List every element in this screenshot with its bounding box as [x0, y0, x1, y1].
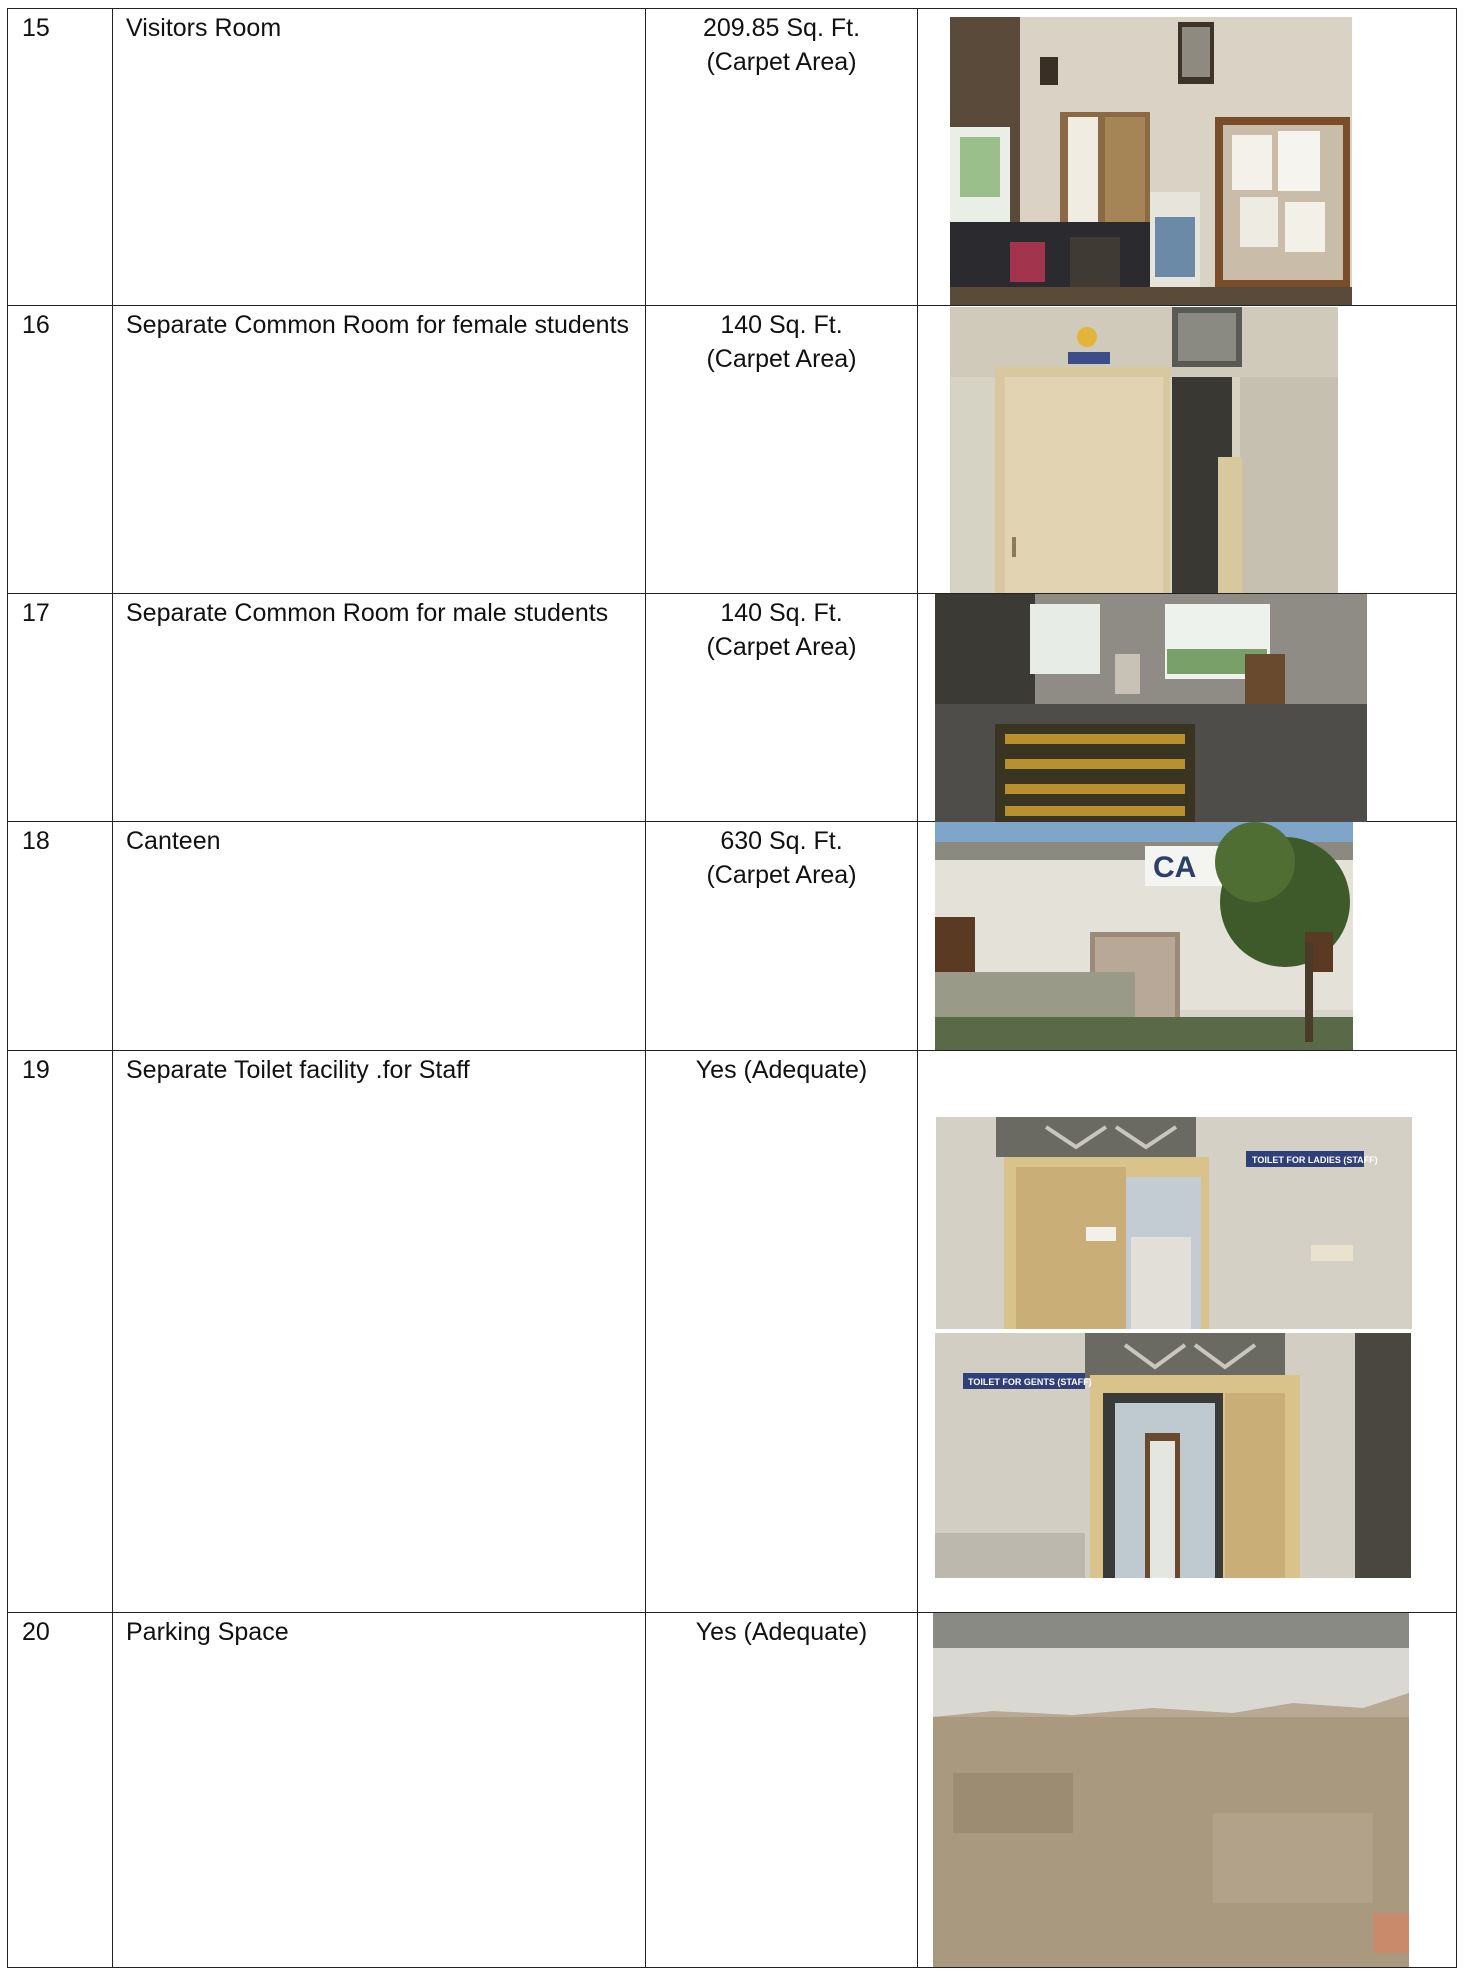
parking-space-photo	[933, 1613, 1409, 1967]
facility-area	[646, 1051, 918, 1613]
area-value: 140 Sq. Ft.	[720, 599, 843, 627]
photo-cell	[918, 1613, 1457, 1968]
photo-cell	[918, 306, 1457, 594]
area-value: 209.85 Sq. Ft.	[702, 14, 861, 42]
facility-name: Canteen	[113, 822, 646, 1051]
row-number: 20	[8, 1613, 113, 1968]
row-number: 19	[8, 1051, 113, 1613]
area-note: (Carpet Area)	[706, 48, 857, 76]
male-common-room-photo	[935, 594, 1367, 822]
facility-area	[646, 1613, 918, 1968]
canteen-sign: CA	[1153, 851, 1197, 884]
facility-name: Separate Common Room for female students	[113, 306, 646, 594]
facility-name: Separate Common Room for male students	[113, 594, 646, 822]
visitors-room-photo	[950, 17, 1352, 305]
area-note: (Carpet Area)	[706, 633, 857, 661]
row-number: 15	[8, 9, 113, 306]
table-row	[8, 9, 1457, 306]
facilities-table	[7, 8, 1457, 1968]
facility-name: Visitors Room	[113, 9, 646, 306]
facility-name: Separate Toilet facility .for Staff	[113, 1051, 646, 1613]
area-value: Yes (Adequate)	[695, 1618, 868, 1646]
gents-toilet-sign: TOILET FOR GENTS (STAFF)	[968, 1377, 1092, 1387]
photo-cell	[918, 594, 1457, 822]
table-row	[8, 1051, 1457, 1613]
ladies-staff-toilet-photo	[936, 1117, 1412, 1329]
photo-cell	[918, 822, 1457, 1051]
facility-area	[646, 9, 918, 306]
table-row	[8, 594, 1457, 822]
facility-area	[646, 822, 918, 1051]
gents-staff-toilet-photo	[935, 1333, 1411, 1578]
area-note: (Carpet Area)	[706, 345, 857, 373]
female-common-room-photo	[950, 307, 1338, 593]
area-value: Yes (Adequate)	[695, 1056, 868, 1084]
canteen-photo	[935, 822, 1353, 1050]
area-value: 630 Sq. Ft.	[720, 827, 843, 855]
area-value: 140 Sq. Ft.	[720, 311, 843, 339]
table-row	[8, 822, 1457, 1051]
facility-area	[646, 594, 918, 822]
area-note: (Carpet Area)	[706, 861, 857, 889]
photo-cell	[918, 9, 1457, 306]
facility-name: Parking Space	[113, 1613, 646, 1968]
table-row	[8, 306, 1457, 594]
facility-area	[646, 306, 918, 594]
ladies-toilet-sign: TOILET FOR LADIES (STAFF)	[1252, 1155, 1378, 1165]
photo-cell	[918, 1051, 1457, 1613]
table-row	[8, 1613, 1457, 1968]
row-number: 17	[8, 594, 113, 822]
row-number: 16	[8, 306, 113, 594]
row-number: 18	[8, 822, 113, 1051]
